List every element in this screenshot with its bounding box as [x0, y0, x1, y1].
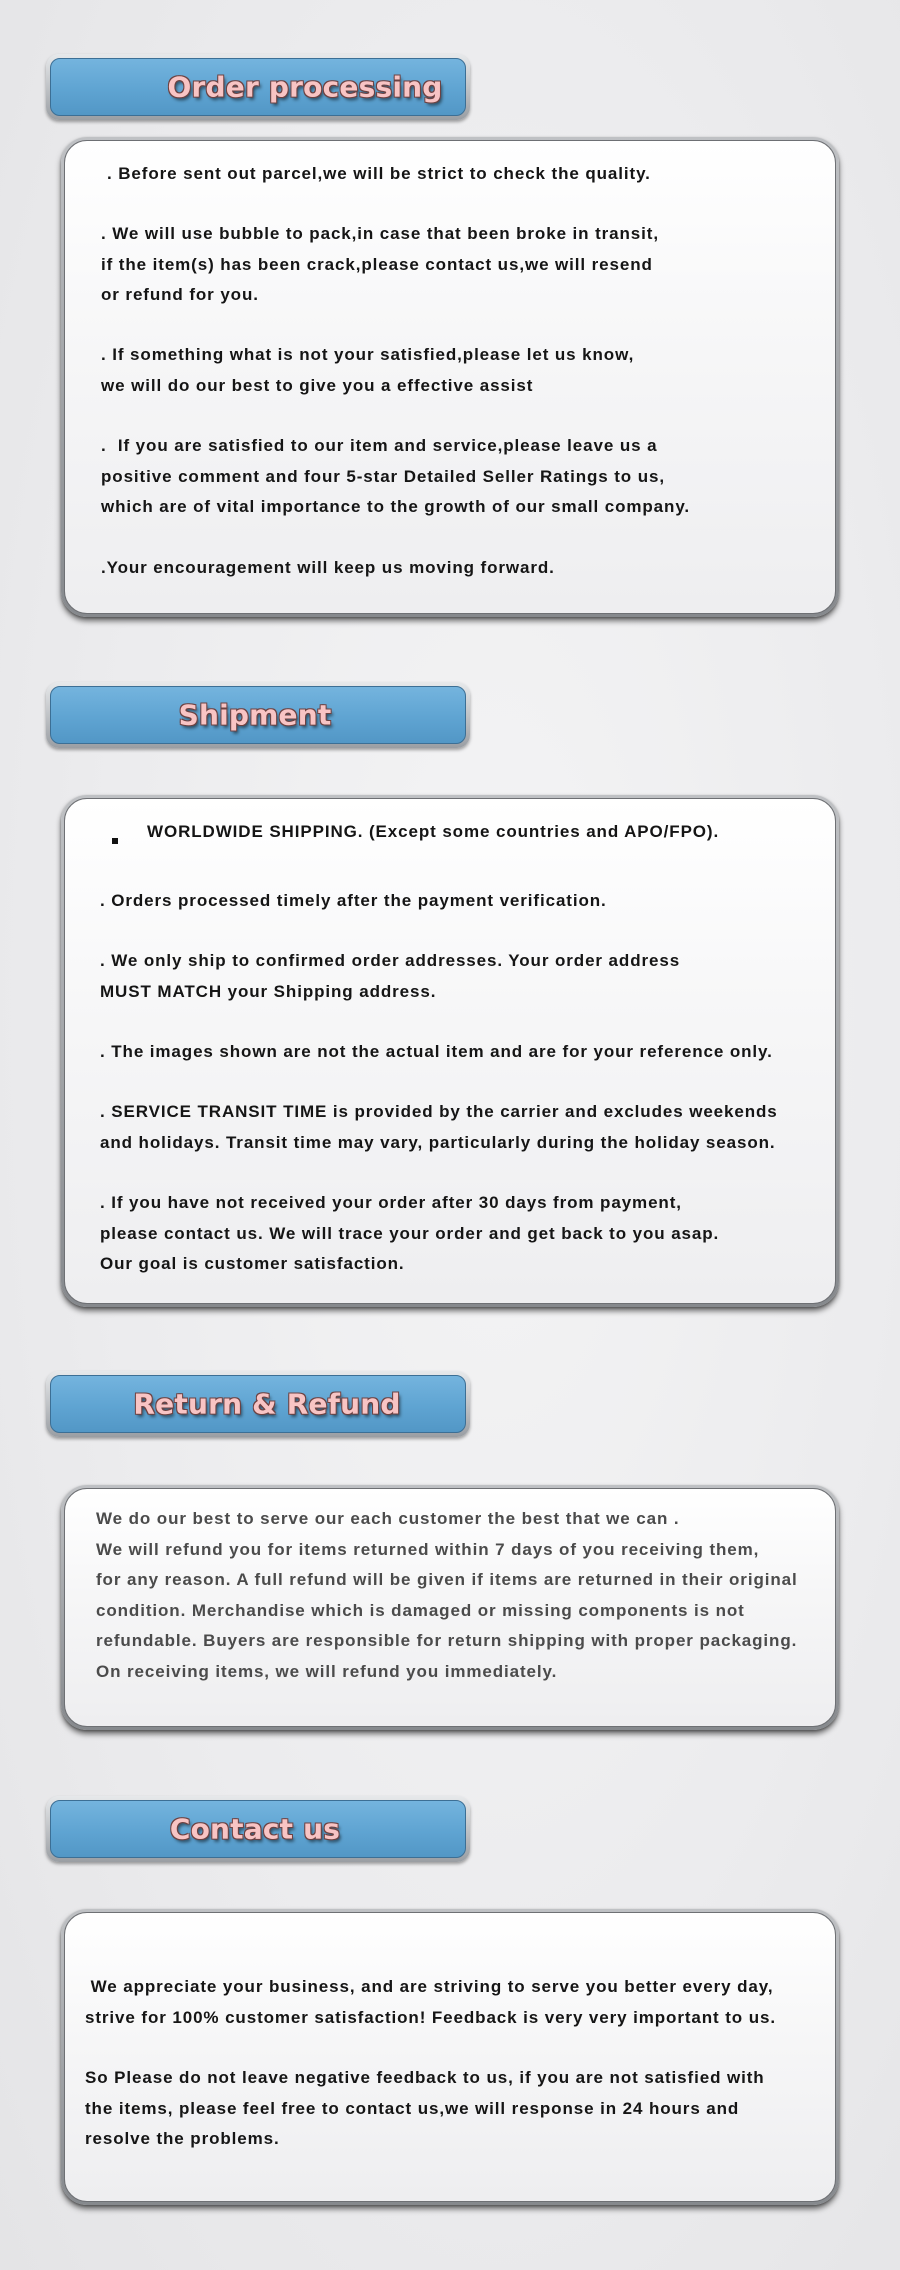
return-refund-title: Return & Refund [133, 1387, 401, 1421]
order-paragraph-2: . We will use bubble to pack,in case that been broke in transit, if the item(s) has been crack,please contact us,we will resend or refund for you. [101, 224, 659, 304]
order-paragraph-3: . If something what is not your satisfied,please let us know, we will do our best to give you a effective assist [101, 345, 635, 395]
contact-paragraph-1: We appreciate your business, and are striving to serve you better every day, strive for 100% customer satisfaction! Feedback is very very important to us. [85, 1977, 776, 2027]
order-paragraph-1: . Before sent out parcel,we will be strict to check the quality. [107, 164, 651, 183]
contact-us-title: Contact us [169, 1812, 341, 1846]
shipment-paragraph-1: WORLDWIDE SHIPPING. (Except some countries and APO/FPO). [147, 822, 720, 841]
return-refund-title-tab [46, 1371, 470, 1437]
contact-us-box [61, 1909, 839, 2205]
shipment-paragraph-5: . SERVICE TRANSIT TIME is provided by the carrier and excludes weekends and holidays. Transit time may vary, particularly during the holiday season. [100, 1102, 778, 1152]
order-processing-title: Order processing [167, 70, 443, 104]
order-processing-title-tab [46, 54, 470, 120]
return-refund-box [61, 1485, 839, 1730]
order-processing-box [61, 137, 839, 617]
bullet-square-icon [112, 838, 118, 844]
order-paragraph-5: .Your encouragement will keep us moving forward. [101, 558, 555, 577]
shipment-box [61, 795, 839, 1307]
refund-paragraph: We do our best to serve our each customer the best that we can . We will refund you for items returned within 7 days of you receiving them, for any reason. A full refund will be given if items are returned in their original condition. Merchandise which is damaged or missing components is not refundable. Buyers are responsible for return shipping with proper packaging. On receiving items, we will refund you immediately. [96, 1509, 798, 1681]
shipment-paragraph-4: . The images shown are not the actual item and are for your reference only. [100, 1042, 773, 1061]
shipment-paragraph-2: . Orders processed timely after the payment verification. [100, 891, 607, 910]
contact-paragraph-2: So Please do not leave negative feedback to us, if you are not satisfied with the items, please feel free to contact us,we will response in 24 hours and resolve the problems. [85, 2068, 765, 2148]
shipment-title: Shipment [178, 698, 332, 732]
shipment-paragraph-6: . If you have not received your order after 30 days from payment, please contact us. We will trace your order and get back to you asap. Our goal is customer satisfaction. [100, 1193, 720, 1273]
shipment-paragraph-3: . We only ship to confirmed order addresses. Your order address MUST MATCH your Shipping address. [100, 951, 681, 1001]
contact-us-title-tab [46, 1796, 470, 1862]
order-paragraph-4: . If you are satisfied to our item and service,please leave us a positive comment and four 5-star Detailed Seller Ratings to us, which are of vital importance to the growth of our small company. [101, 436, 691, 516]
shipment-title-tab [46, 682, 470, 748]
